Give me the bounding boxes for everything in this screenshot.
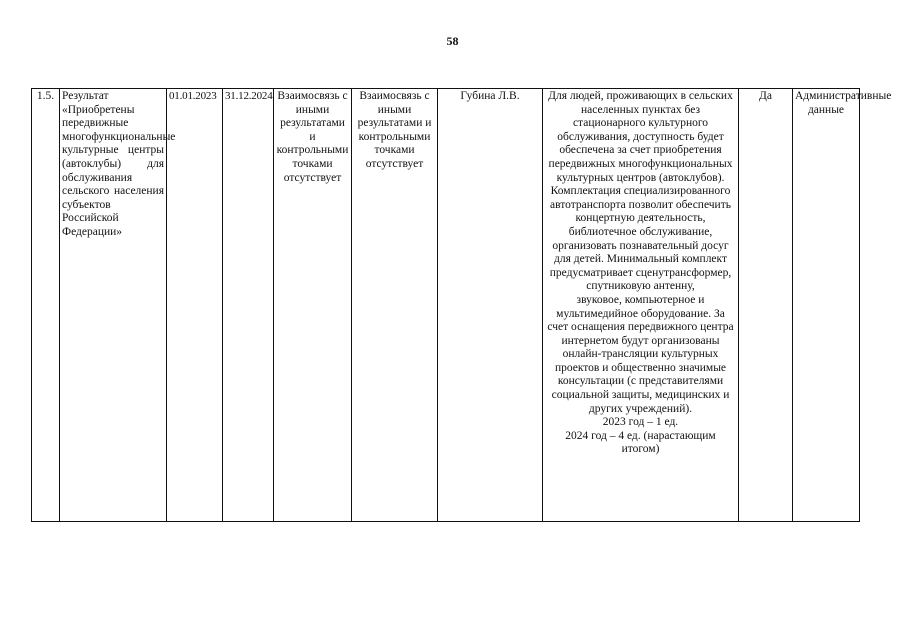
row-number: 1.5. xyxy=(32,89,60,522)
result-description xyxy=(543,89,739,522)
link-control-points: Взаимосвязь с иными результатами и контрольными точками отсутствует xyxy=(352,89,438,522)
description-year-2023: 2023 год – 1 ед. xyxy=(602,416,679,429)
table-row xyxy=(32,89,860,522)
results-table xyxy=(31,88,892,522)
description-paragraph: Комплектация специализированного автотранспорта позволит обеспечить концертную деятельность, библиотечное обслуживание, организовать познавательный досуг для детей. Минимальный комплект предусматривает сценутрансформер, спутниковую антенну, xyxy=(549,185,732,293)
flag-value: Да xyxy=(739,89,793,522)
link-results: Взаимосвязь с иными результатами и контрольными точками отсутствует xyxy=(274,89,352,522)
description-year-2024: 2024 год – 4 ед. (нарастающим итогом) xyxy=(565,429,716,456)
description-paragraph: звуковое, компьютерное и мультимедийное оборудование. За счет оснащения передвижного центра интернетом будут организованы онлайн-трансляции культурных проектов и общественно значимые консультации (с представителями социальной защиты, медицинских и других учреждений). xyxy=(547,293,734,415)
result-name: Результат «Приобретены передвижные многофункциональные культурные центры (автоклубы) для обслуживания сельского населения субъектов Российской Федерации» xyxy=(60,89,167,522)
responsible-person: Губина Л.В. xyxy=(438,89,543,522)
description-paragraph: Для людей, проживающих в сельских населенных пунктах без стационарного культурного обслуживания, доступность будет обеспечена за счет приобретения передвижных многофункциональных культурных центров (автоклубов). xyxy=(548,90,733,184)
start-date: 01.01.2023 xyxy=(167,89,223,522)
end-date: 31.12.2024 xyxy=(223,89,274,522)
page-number: 58 xyxy=(446,34,459,48)
data-source: Административные данные xyxy=(793,89,860,522)
